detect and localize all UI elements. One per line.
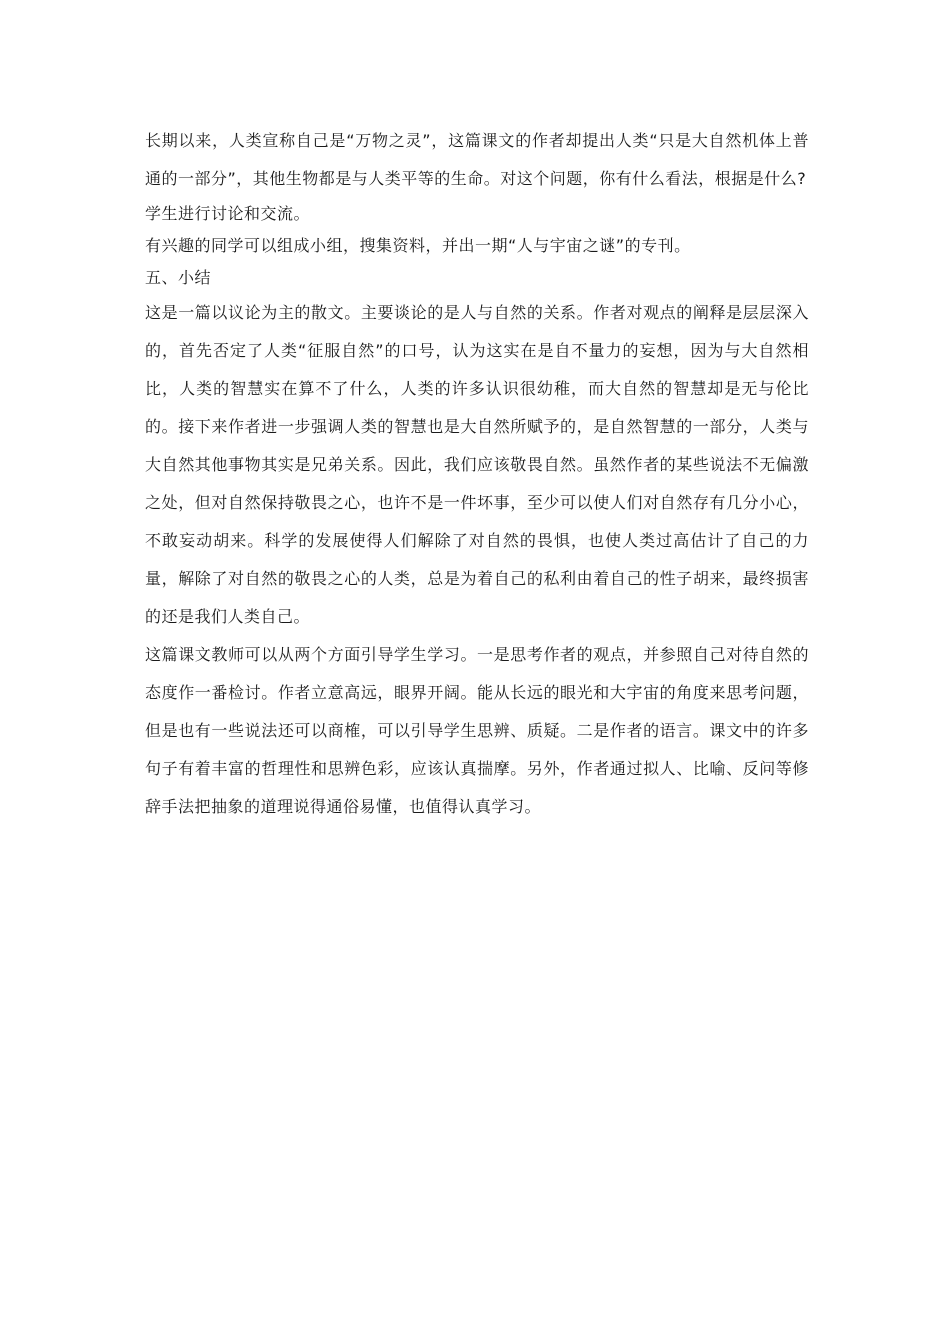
paragraph-teaching-guidance: 这篇课文教师可以从两个方面引导学生学习。一是思考作者的观点，并参照自己对待自然的态度作一番检讨。作者立意高远，眼界开阔。能从长远的眼光和大宇宙的角度来思考问题，但是也有一些说法还可以商榷，可以引导学生思辨、质疑。二是作者的语言。课文中的许多句子有着丰富的哲理性和思辨色彩，应该认真揣摩。另外，作者通过拟人、比喻、反问等修辞手法把抽象的道理说得通俗易懂，也值得认真学习。 xyxy=(145,645,809,816)
paragraph-question: 长期以来，人类宣称自己是“万物之灵”，这篇课文的作者却提出人类“只是大自然机体上普通的一部分”，其他生物都是与人类平等的生命。对这个问题，你有什么看法，根据是什么? xyxy=(145,131,809,188)
paragraph-group-activity: 有兴趣的同学可以组成小组，搜集资料，并出一期“人与宇宙之谜”的专刊。 xyxy=(145,236,691,255)
paragraph-discussion: 学生进行讨论和交流。 xyxy=(145,204,311,223)
document-body xyxy=(145,122,809,826)
paragraph-summary: 这是一篇以议论为主的散文。主要谈论的是人与自然的关系。作者对观点的阐释是层层深入的，首先否定了人类“征服自然”的口号，认为这实在是自不量力的妄想，因为与大自然相比，人类的智慧实在算不了什么，人类的许多认识很幼稚，而大自然的智慧却是无与伦比的。接下来作者进一步强调人类的智慧也是大自然所赋予的，是自然智慧的一部分，人类与大自然其他事物其实是兄弟关系。因此，我们应该敬畏自然。虽然作者的某些说法不无偏激之处，但对自然保持敬畏之心，也许不是一件坏事，至少可以使人们对自然存有几分小心，不敢妄动胡来。科学的发展使得人们解除了对自然的畏惧，也使人类过高估计了自己的力量，解除了对自然的敬畏之心的人类，总是为着自己的私利由着自己的性子胡来，最终损害的还是我们人类自己。 xyxy=(145,303,809,626)
section-heading-summary: 五、小结 xyxy=(145,268,212,287)
